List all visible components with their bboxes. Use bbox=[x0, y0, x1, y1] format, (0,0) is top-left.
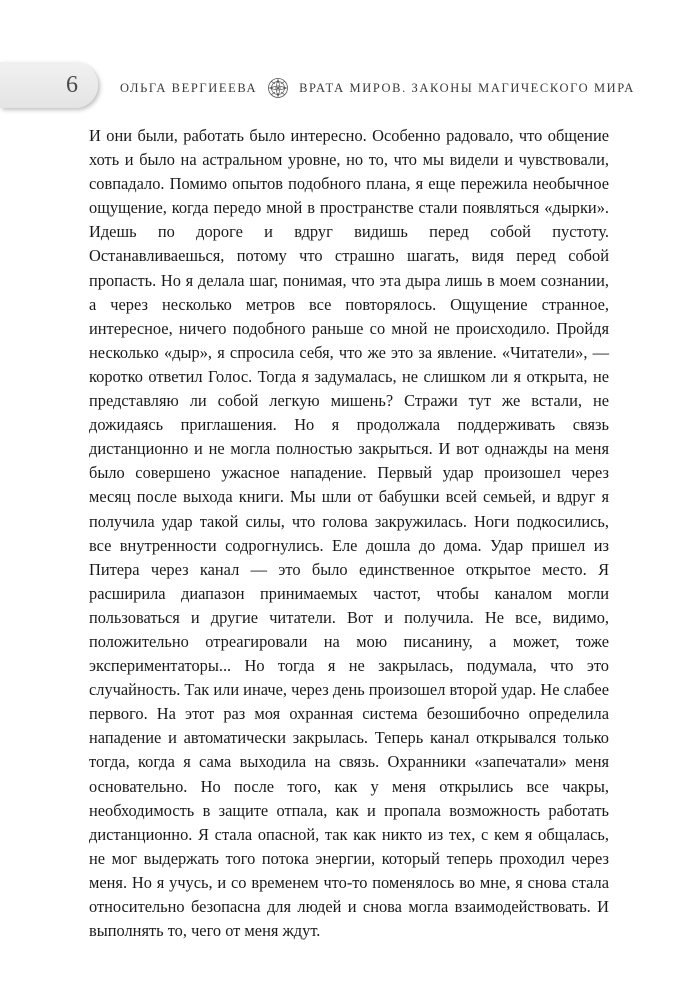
body-paragraph: И они были, работать было интересно. Особенно радовало, что общение хоть и было на астральном уровне, но то, что мы видели и чувствовали, совпадало. Помимо опытов подобного плана, я еще пережила необычное ощущение, когда передо мной в пространстве стали появляться «дырки». Идешь по дороге и вдруг видишь перед собой пустоту. Останавливаешься, потому что страшно шагать, видя перед собой пропасть. Но я делала шаг, понимая, что эта дыра лишь в моем сознании, а через несколько метров все повторялось. Ощущение странное, интересное, ничего подобного раньше со мной не происходило. Пройдя несколько «дыр», я спросила себя, что же это за явление. «Читатели», — коротко ответил Голос. Тогда я задумалась, не слишком ли я открыта, не представляю ли собой легкую мишень? Стражи тут же встали, не дожидаясь приглашения. Но я продолжала поддерживать связь дистанционно и не могла полностью закрыться. И вот однажды на меня было совершено ужасное нападение. Первый удар произошел через месяц после выхода книги. Мы шли от бабушки всей семьей, и вдруг я получила удар такой силы, что голова закружилась. Ноги подкосились, все внутренности содрогнулись. Еле дошла до дома. Удар пришел из Питера через канал — это было единственное открытое место. Я расширила диапазон принимаемых частот, чтобы каналом могли пользоваться и другие читатели. Вот и получила. Не все, видимо, положительно отреагировали на мою писанину, а может, тоже экспериментаторы... Но тогда я не закрылась, подумала, что это случайность. Так или иначе, через день произошел второй удар. Не слабее первого. На этот раз моя охранная система безошибочно определила нападение и автоматически закрылась. Теперь канал открывался только тогда, когда я сама выходила на связь. Охранники «запечатали» меня основательно. Но после того, как у меня открылись все чакры, необходимость в защите отпала, как и пропала возможность работать дистанционно. Я стала опасной, так как никто из тех, с кем я общалась, не мог выдержать того потока энергии, который теперь проходил через меня. Но я учусь, и со временем что-то поменялось во мне, я снова стала относительно безопасна для людей и снова могла взаимодействовать. И выполнять то, чего от меня ждут. bbox=[89, 126, 609, 941]
mandala-ornament-icon bbox=[267, 77, 289, 99]
book-title: ВРАТА МИРОВ. ЗАКОНЫ МАГИЧЕСКОГО МИРА bbox=[299, 80, 635, 95]
running-head bbox=[120, 76, 635, 100]
author-name: ОЛЬГА ВЕРГИЕЕВА bbox=[120, 80, 258, 95]
page-number: 6 bbox=[66, 72, 78, 98]
